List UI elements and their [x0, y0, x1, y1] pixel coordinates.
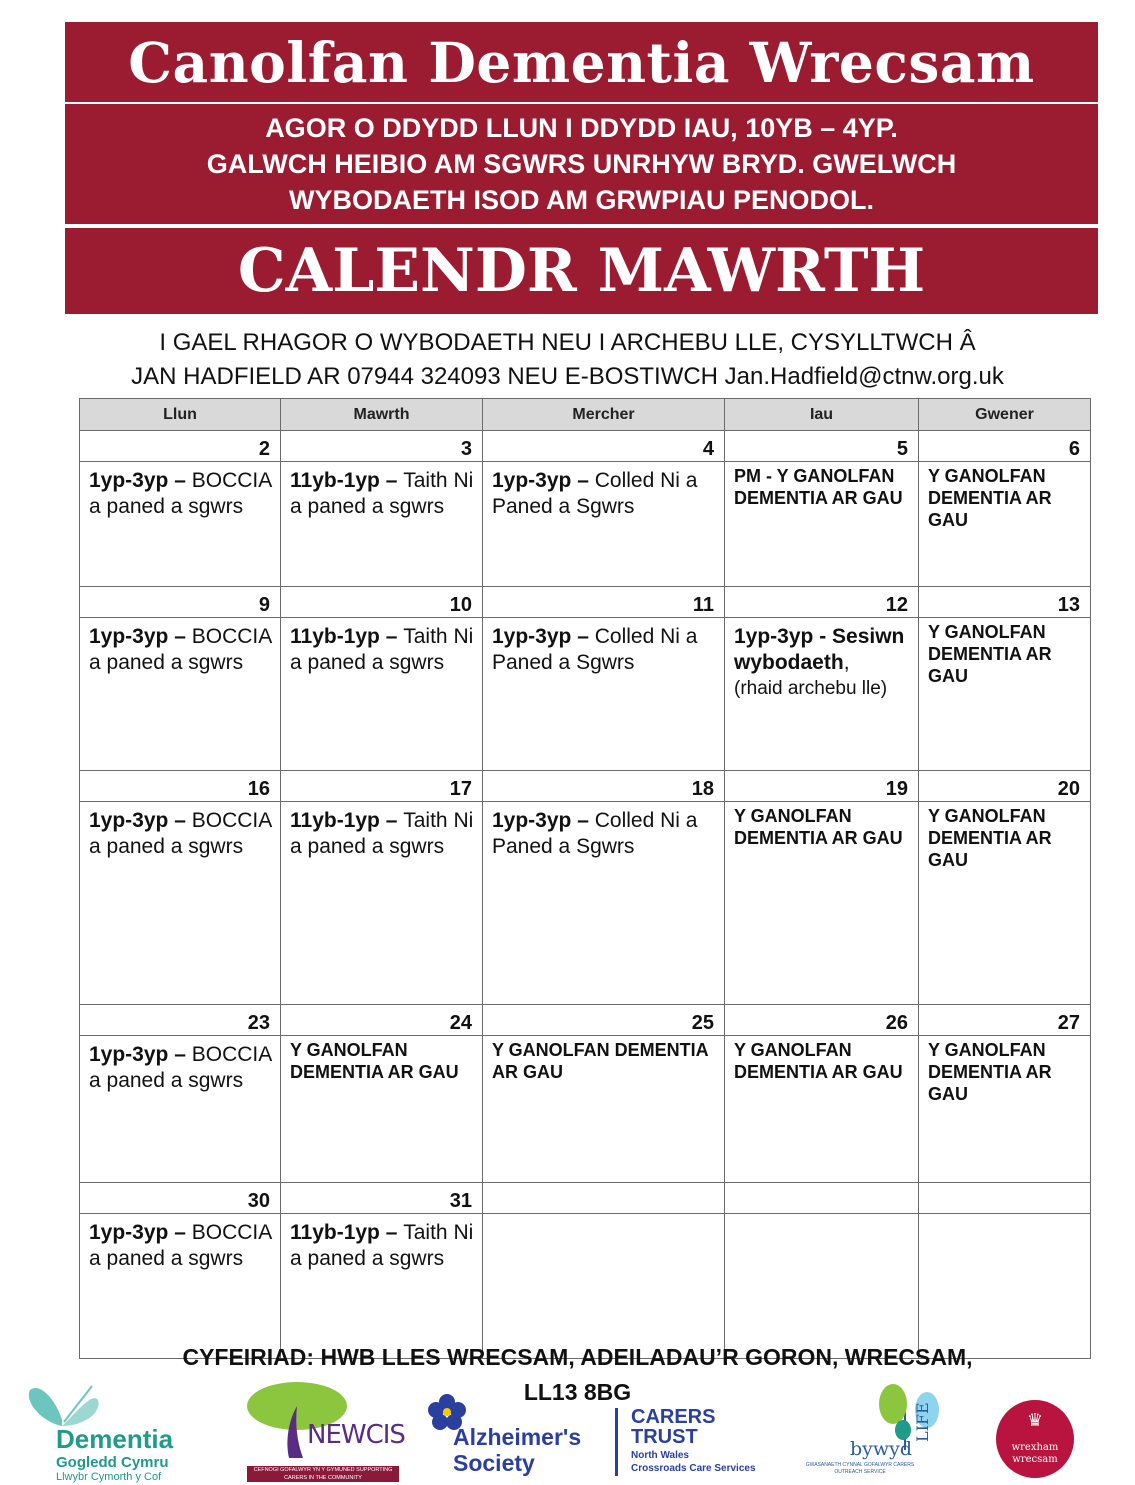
event-description: Colled Ni a Paned a Sgwrs [492, 625, 698, 674]
event-description: Colled Ni a Paned a Sgwrs [492, 469, 698, 518]
event-time: 11yb-1yp [290, 809, 380, 832]
event-cell [80, 802, 281, 1005]
event-separator: – [379, 469, 404, 492]
closed-notice: PM - Y GANOLFAN DEMENTIA AR GAU [734, 466, 903, 508]
date-number: 18 [483, 771, 725, 802]
event-title: 1yp-3yp - Sesiwn wybodaeth [734, 625, 905, 674]
date-number [483, 1183, 725, 1214]
event-separator: – [379, 809, 404, 832]
day-header: Mawrth [281, 399, 483, 431]
event-cell [80, 618, 281, 771]
date-row [80, 587, 1091, 618]
event-description: Colled Ni a Paned a Sgwrs [492, 809, 698, 858]
date-number: 23 [80, 1005, 281, 1036]
closed-notice: Y GANOLFAN DEMENTIA AR GAU [928, 466, 1052, 530]
bywyd-logo-name: bywyd [850, 1438, 913, 1460]
day-header: Gwener [919, 399, 1091, 431]
day-header: Mercher [483, 399, 725, 431]
date-number: 16 [80, 771, 281, 802]
wrexham-logo-line1: wrexham [1011, 1442, 1059, 1453]
date-row [80, 771, 1091, 802]
event-cell [281, 1036, 483, 1183]
date-number: 4 [483, 431, 725, 462]
event-punctuation: , [843, 651, 850, 674]
event-cell [483, 462, 725, 587]
date-number [919, 1183, 1091, 1214]
info-line: AGOR O DDYDD LLUN I DDYDD IAU, 10YB – 4YP. [265, 113, 898, 143]
event-row [80, 618, 1091, 771]
event-description: Taith Ni a paned a sgwrs [290, 809, 474, 858]
closed-notice: Y GANOLFAN DEMENTIA AR GAU [734, 806, 903, 848]
event-cell [483, 1214, 725, 1359]
event-description: BOCCIA a paned a sgwrs [89, 469, 272, 518]
event-cell [80, 462, 281, 587]
event-separator: – [379, 1221, 404, 1244]
date-number: 2 [80, 431, 281, 462]
date-number: 30 [80, 1183, 281, 1214]
date-number: 31 [281, 1183, 483, 1214]
newcis-logo-name: NEWCIS [307, 1420, 405, 1450]
event-time: 1yp-3yp [492, 809, 572, 832]
event-cell [80, 1036, 281, 1183]
crown-icon: ♛ [1026, 1410, 1044, 1430]
event-cell [483, 618, 725, 771]
carers-trust-logo [615, 1408, 785, 1478]
event-description: BOCCIA a paned a sgwrs [89, 1221, 272, 1270]
date-number: 26 [725, 1005, 919, 1036]
alzheimers-logo-line1: Alzheimer's [453, 1424, 582, 1450]
event-row [80, 462, 1091, 587]
alzheimers-logo-line2: Society [453, 1450, 535, 1476]
event-time: 1yp-3yp [89, 809, 169, 832]
info-line: WYBODAETH ISOD AM GRWPIAU PENODOL. [288, 185, 874, 215]
day-header-row [80, 399, 1091, 431]
event-description: BOCCIA a paned a sgwrs [89, 809, 272, 858]
carers-logo-line4: Crossroads Care Services [631, 1463, 756, 1474]
bywyd-logo-sub: GWASANAETH CYNNAL GOFALWYR CARERS OUTREACH SERVICE [805, 1462, 915, 1475]
event-cell [725, 802, 919, 1005]
event-description: BOCCIA a paned a sgwrs [89, 1043, 272, 1092]
event-time: 1yp-3yp [89, 469, 169, 492]
event-separator: – [168, 1043, 192, 1066]
event-time: 1yp-3yp [89, 1221, 169, 1244]
date-number: 6 [919, 431, 1091, 462]
event-separator: – [571, 625, 595, 648]
event-cell [483, 802, 725, 1005]
date-number: 25 [483, 1005, 725, 1036]
carers-logo-line2: TRUST [631, 1426, 698, 1448]
event-cell [725, 1214, 919, 1359]
date-number: 19 [725, 771, 919, 802]
date-number: 17 [281, 771, 483, 802]
event-cell [725, 462, 919, 587]
bywyd-logo-side: LIFE [913, 1402, 932, 1442]
event-cell [80, 1214, 281, 1359]
day-header: Iau [725, 399, 919, 431]
event-cell [725, 618, 919, 771]
event-separator: – [379, 625, 404, 648]
dementia-logo-name: Dementia [56, 1424, 174, 1454]
closed-notice: Y GANOLFAN DEMENTIA AR GAU [492, 1040, 709, 1082]
closed-notice: Y GANOLFAN DEMENTIA AR GAU [290, 1040, 459, 1082]
date-number: 13 [919, 587, 1091, 618]
event-separator: – [168, 809, 192, 832]
event-cell [919, 1036, 1091, 1183]
butterfly-icon [22, 1382, 102, 1430]
event-time: 1yp-3yp [89, 1043, 169, 1066]
event-note: (rhaid archebu lle) [734, 678, 888, 699]
dementia-logo-sub1: Gogledd Cymru [56, 1454, 169, 1471]
date-number: 24 [281, 1005, 483, 1036]
bywyd-logo [795, 1380, 965, 1482]
carers-logo-line3: North Wales [631, 1450, 689, 1461]
date-number: 20 [919, 771, 1091, 802]
wrexham-logo [996, 1400, 1074, 1478]
event-row [80, 1214, 1091, 1359]
event-separator: – [571, 809, 595, 832]
event-time: 1yp-3yp [89, 625, 169, 648]
date-number: 27 [919, 1005, 1091, 1036]
event-description: BOCCIA a paned a sgwrs [89, 625, 272, 674]
event-cell [919, 802, 1091, 1005]
date-row [80, 1183, 1091, 1214]
venue-line: LL13 8BG [523, 1379, 632, 1405]
newcis-logo-sub: CEFNOGI GOFALWYR YN Y GYMUNED SUPPORTING CARERS IN THE COMMUNITY [247, 1466, 399, 1482]
partner-logos [0, 1380, 1135, 1485]
venue-line: CYFEIRIAD: HWB LLES WRECSAM, ADEILADAU’R GORON, WRECSAM, [182, 1344, 973, 1370]
event-cell [281, 1214, 483, 1359]
calendar-table [79, 398, 1091, 1359]
dementia-logo-sub2: Llwybr Cymorth y Cof [56, 1471, 162, 1483]
closed-notice: Y GANOLFAN DEMENTIA AR GAU [928, 806, 1052, 870]
event-cell [281, 462, 483, 587]
event-time: 1yp-3yp [492, 469, 572, 492]
event-separator: – [168, 1221, 192, 1244]
event-row [80, 802, 1091, 1005]
event-time: 11yb-1yp [290, 1221, 380, 1244]
date-number: 11 [483, 587, 725, 618]
divider-bar [615, 1408, 618, 1476]
date-number: 10 [281, 587, 483, 618]
event-cell [281, 618, 483, 771]
closed-notice: Y GANOLFAN DEMENTIA AR GAU [734, 1040, 903, 1082]
date-number: 3 [281, 431, 483, 462]
event-cell [483, 1036, 725, 1183]
event-cell [725, 1036, 919, 1183]
alzheimers-logo [425, 1392, 600, 1482]
calendar-title-banner [65, 228, 1098, 314]
day-header: Llun [80, 399, 281, 431]
date-number [725, 1183, 919, 1214]
closed-notice: Y GANOLFAN DEMENTIA AR GAU [928, 622, 1052, 686]
event-row [80, 1036, 1091, 1183]
page-title: Canolfan Dementia Wrecsam [128, 29, 1035, 95]
contact-info [40, 326, 1095, 394]
event-cell [919, 1214, 1091, 1359]
dementia-logo [22, 1382, 222, 1482]
event-description: Taith Ni a paned a sgwrs [290, 625, 474, 674]
wrexham-logo-line2: wrecsam [1012, 1454, 1058, 1465]
event-separator: – [168, 625, 192, 648]
event-separator: – [571, 469, 595, 492]
contact-line: I GAEL RHAGOR O WYBODAETH NEU I ARCHEBU LLE, CYSYLLTWCH Â [159, 329, 976, 356]
event-description: Taith Ni a paned a sgwrs [290, 469, 474, 518]
carers-logo-line1: CARERS [631, 1406, 716, 1428]
calendar-title: CALENDR MAWRTH [237, 236, 926, 306]
info-line: GALWCH HEIBIO AM SGWRS UNRHYW BRYD. GWELWCH [206, 149, 957, 179]
newcis-logo [245, 1380, 405, 1484]
event-time: 11yb-1yp [290, 469, 380, 492]
event-description: Taith Ni a paned a sgwrs [290, 1221, 474, 1270]
date-number: 9 [80, 587, 281, 618]
date-row [80, 1005, 1091, 1036]
event-cell [919, 462, 1091, 587]
date-number: 5 [725, 431, 919, 462]
event-separator: – [168, 469, 192, 492]
event-time: 1yp-3yp [492, 625, 572, 648]
contact-line: JAN HADFIELD AR 07944 324093 NEU E-BOSTIWCH Jan.Hadfield@ctnw.org.uk [131, 363, 1004, 390]
info-banner [65, 104, 1098, 224]
date-row [80, 431, 1091, 462]
event-cell [919, 618, 1091, 771]
date-number: 12 [725, 587, 919, 618]
title-banner [65, 22, 1098, 102]
event-cell [281, 802, 483, 1005]
closed-notice: Y GANOLFAN DEMENTIA AR GAU [928, 1040, 1052, 1104]
event-time: 11yb-1yp [290, 625, 380, 648]
